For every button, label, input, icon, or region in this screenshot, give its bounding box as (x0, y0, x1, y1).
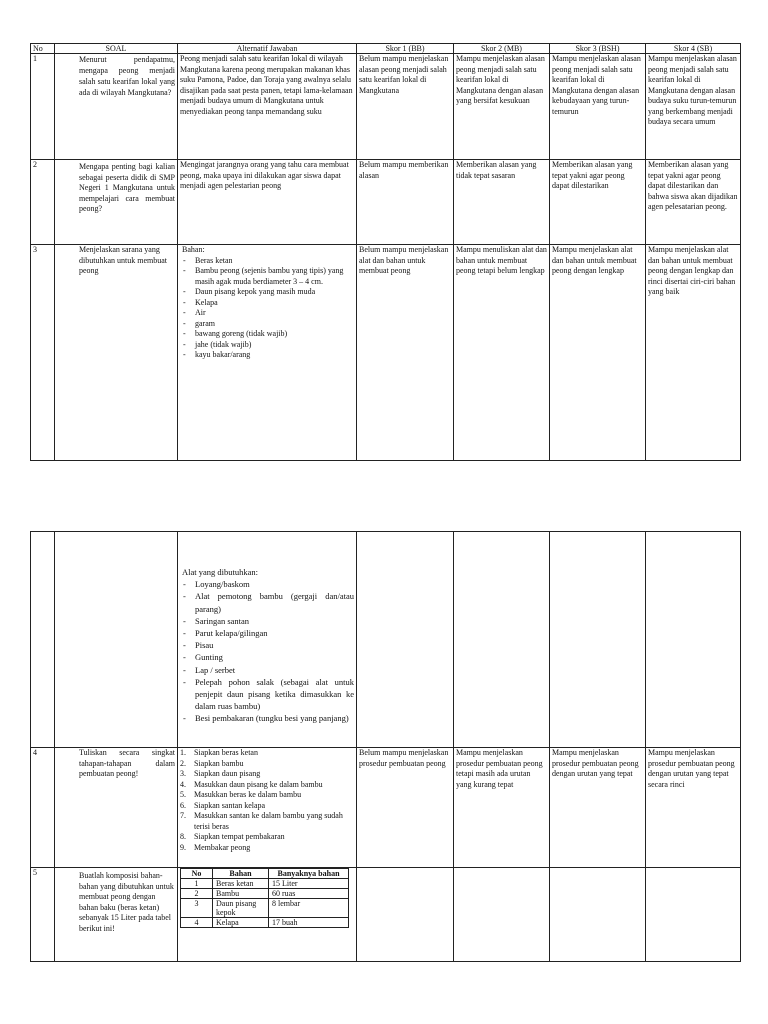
alat-item: - Pelepah pohon salak (sebagai alat untuk penjepit daun pisang ketika dimasukkan ke dalam ruas bambu) (182, 676, 354, 713)
row-number: 5 (31, 868, 55, 962)
step-text: Masukkan beras ke dalam bambu (194, 790, 302, 799)
composition-header-bahan: Bahan (213, 869, 269, 879)
step-item (180, 780, 354, 791)
score-3-text: Memberikan alasan yang tepat yakni agar peong dapat dilestarikan (550, 160, 646, 245)
table-row-continued (31, 532, 741, 748)
question-text: Buatlah komposisi bahan-bahan yang dibutuhkan untuk membuat peong dengan bahan baku (beras ketan) sebanyak 15 Liter pada tabel berikut ini! (55, 868, 178, 962)
alat-item: - Loyang/baskom (182, 578, 354, 590)
score-4-text: Mampu menjelaskan alat dan bahan untuk membuat peong dengan lengkap dan rinci disertai ciri-ciri bahan yang baik (646, 245, 741, 461)
composition-header-no: No (181, 869, 213, 879)
header-skor-2: Skor 2 (MB) (454, 44, 550, 54)
step-text: Siapkan santan kelapa (194, 800, 266, 810)
bahan-item: - Kelapa (182, 298, 354, 309)
header-alternatif-jawaban: Alternatif Jawaban (178, 44, 357, 54)
step-item (180, 843, 354, 854)
composition-header-row (181, 869, 349, 879)
composition-row (181, 918, 349, 928)
answer-cell (178, 245, 357, 461)
row-number: 2 (31, 160, 55, 245)
step-item (180, 790, 354, 801)
alat-item: - Parut kelapa/gilingan (182, 627, 354, 639)
step-item (180, 832, 354, 843)
header-soal: SOAL (55, 44, 178, 54)
step-item (180, 769, 354, 780)
alat-item: - Pisau (182, 639, 354, 651)
steps-cell (178, 748, 357, 868)
step-text: Masukkan santan ke dalam bambu yang sudah terisi beras (194, 811, 343, 831)
step-text: Siapkan daun pisang (194, 769, 261, 778)
step-number: 2. (180, 758, 186, 768)
score-2-text: Mampu menjelaskan prosedur pembuatan peong tetapi masih ada urutan yang kurang tepat (454, 748, 550, 868)
row-number: 4 (31, 748, 55, 868)
alat-item: - Gunting (182, 651, 354, 663)
score-2-text: Memberikan alasan yang tidak tepat sasaran (454, 160, 550, 245)
table-row (31, 245, 741, 461)
table-row (31, 160, 741, 245)
question-text: Mengapa penting bagi kalian sebagai peserta didik di SMP Negeri 1 Mangkutana untuk mempelajari cara membuat peong? (55, 160, 178, 245)
rubric-table-2 (30, 531, 741, 962)
alat-title: Alat yang dibutuhkan: (182, 567, 259, 577)
table-header-row (31, 44, 741, 54)
step-text: Siapkan bambu (194, 758, 244, 768)
composition-row (181, 899, 349, 918)
answer-text: Peong menjadi salah satu kearifan lokal di wilayah Mangkutana karena peong merupakan makanan khas suku Pamona, Padoe, dan Toraja yang awalnya selalu disajikan pada saat pesta panen, tetapi lama-kelamaan menjadi budaya umum di Mangkutana untuk menyediakan peong tanpa memandang suku (178, 54, 357, 160)
score-4-text: Mampu menjelaskan prosedur pembuatan peong dengan urutan yang tepat secara rinci (646, 748, 741, 868)
score-4-text: Memberikan alasan yang tepat yakni agar peong dapat dilestarikan dan bahwa siswa akan dijadikan agen pelesatarian peong. (646, 160, 741, 245)
step-number: 8. (180, 832, 186, 841)
composition-qty: 60 ruas (269, 889, 349, 899)
composition-bahan: Bambu (213, 889, 269, 899)
alat-item: - Lap / serbet (182, 664, 354, 676)
header-skor-4: Skor 4 (SB) (646, 44, 741, 54)
score-3-text: Mampu menjelaskan alasan peong menjadi salah satu kearifan lokal di Mangkutana dengan alasan kebudayaan yang turun-temurun (550, 54, 646, 160)
composition-table (180, 868, 349, 928)
composition-cell (178, 868, 357, 962)
score-3-text: Mampu menjelaskan alat dan bahan untuk membuat peong dengan lengkap (550, 245, 646, 461)
bahan-item: - Beras ketan (182, 256, 354, 267)
header-skor-3: Skor 3 (BSH) (550, 44, 646, 54)
alat-item: - Saringan santan (182, 615, 354, 627)
step-item (180, 811, 354, 832)
table-row (31, 868, 741, 962)
row-number: 1 (31, 54, 55, 160)
bahan-item: - Bambu peong (sejenis bambu yang tipis) yang masih agak muda berdiameter 3 – 4 cm. (182, 266, 354, 287)
score-2-text: Mampu menuliskan alat dan bahan untuk membuat peong tetapi belum lengkap (454, 245, 550, 461)
step-item (180, 801, 354, 812)
alat-cell (178, 532, 357, 748)
header-no: No (31, 44, 55, 54)
step-number: 3. (180, 769, 186, 778)
steps-list (180, 748, 354, 853)
rubric-table-1 (30, 43, 741, 461)
composition-bahan: Daun pisang kepok (213, 899, 269, 918)
composition-bahan: Kelapa (213, 918, 269, 928)
question-text: Menjelaskan sarana yang dibutuhkan untuk membuat peong (55, 245, 178, 461)
table-row (31, 54, 741, 160)
alat-item: - Alat pemotong bambu (gergaji dan/atau parang) (182, 590, 354, 614)
step-text: Siapkan beras ketan (194, 748, 258, 757)
score-2-text: Mampu menjelaskan alasan peong menjadi salah satu kearifan lokal di Mangkutana dengan alasan yang bersifat kesukuan (454, 54, 550, 160)
score-1-text: Belum mampu memberikan alasan (357, 160, 454, 245)
step-number: 9. (180, 842, 186, 852)
composition-qty: 8 lembar (269, 899, 349, 918)
step-text: Siapkan tempat pembakaran (194, 832, 285, 841)
step-number: 6. (180, 800, 186, 810)
composition-no: 3 (181, 899, 213, 918)
bahan-item: - bawang goreng (tidak wajib) (182, 329, 354, 340)
composition-header-banyaknya: Banyaknya bahan (269, 869, 349, 879)
composition-row (181, 889, 349, 899)
composition-bahan: Beras ketan (213, 879, 269, 889)
bahan-list (182, 256, 354, 361)
header-skor-1: Skor 1 (BB) (357, 44, 454, 54)
question-text: Tuliskan secara singkat tahapan-tahapan dalam pembuatan peong! (55, 748, 178, 868)
bahan-item: - Air (182, 308, 354, 319)
composition-qty: 15 Liter (269, 879, 349, 889)
step-number: 4. (180, 779, 186, 789)
bahan-item: - jahe (tidak wajib) (182, 340, 354, 351)
composition-no: 2 (181, 889, 213, 899)
step-item (180, 759, 354, 770)
score-3-text: Mampu menjelaskan prosedur pembuatan peong dengan urutan yang tepat (550, 748, 646, 868)
score-4-text: Mampu menjelaskan alasan peong menjadi salah satu kearifan lokal di Mangkutana dengan alasan budaya suku turun-temurun yang berkembang menjadi budaya secara umum (646, 54, 741, 160)
score-1-text: Belum mampu menjelaskan prosedur pembuatan peong (357, 748, 454, 868)
row-number: 3 (31, 245, 55, 461)
bahan-item: - Daun pisang kepok yang masih muda (182, 287, 354, 298)
step-text: Masukkan daun pisang ke dalam bambu (194, 779, 323, 789)
composition-no: 4 (181, 918, 213, 928)
score-1-text: Belum mampu menjelaskan alasan peong menjadi salah satu kearifan lokal di Mangkutana (357, 54, 454, 160)
step-item (180, 748, 354, 759)
step-number: 7. (180, 811, 186, 820)
step-number: 5. (180, 790, 186, 799)
table-row (31, 748, 741, 868)
score-1-text: Belum mampu menjelaskan alat dan bahan untuk membuat peong (357, 245, 454, 461)
composition-no: 1 (181, 879, 213, 889)
composition-qty: 17 buah (269, 918, 349, 928)
answer-text: Mengingat jarangnya orang yang tahu cara membuat peong, maka upaya ini dilakukan agar siswa dapat menjadi agen pelestarian peong (178, 160, 357, 245)
step-text: Membakar peong (194, 842, 251, 852)
alat-item: - Besi pembakaran (tungku besi yang panjang) (182, 712, 354, 724)
bahan-title: Bahan: (182, 245, 205, 254)
bahan-item: - garam (182, 319, 354, 330)
question-text: Menurut pendapatmu, mengapa peong menjadi salah satu kearifan lokal yang ada di wilayah Mangkutana? (55, 54, 178, 160)
bahan-item: - kayu bakar/arang (182, 350, 354, 361)
alat-list (182, 578, 354, 724)
composition-row (181, 879, 349, 889)
step-number: 1. (180, 748, 186, 757)
